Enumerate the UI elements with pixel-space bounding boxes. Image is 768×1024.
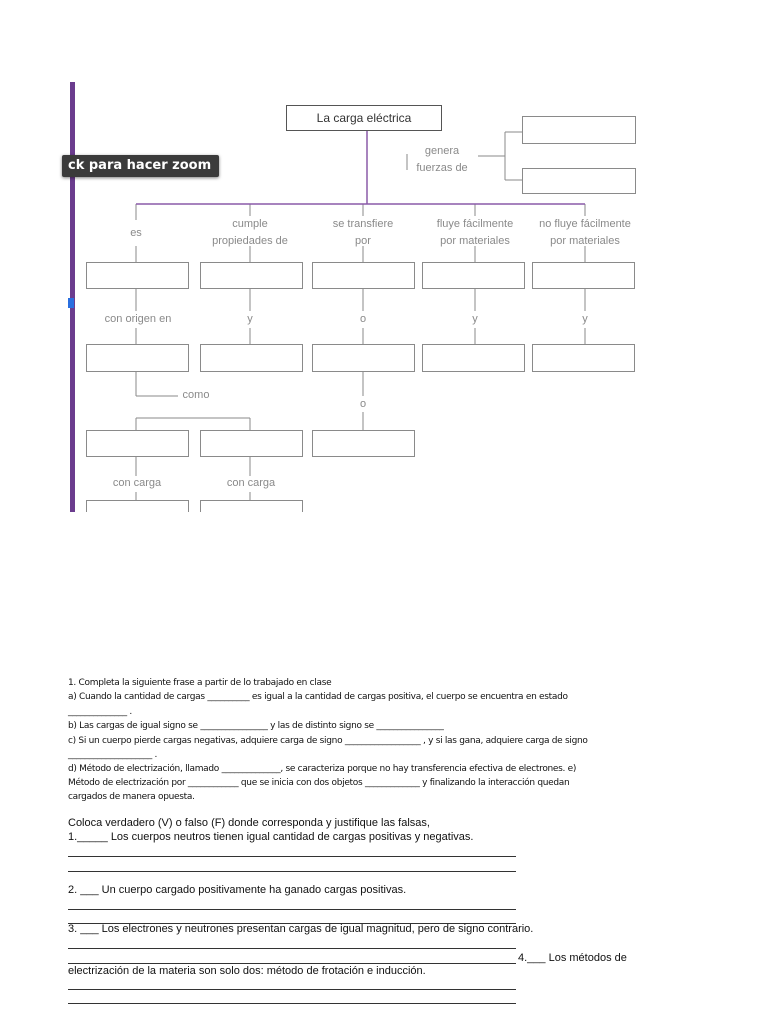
answer-box bbox=[312, 430, 415, 457]
question-4-rest: electrización de la materia son solo dos: método de frotación e inducción. bbox=[68, 965, 426, 977]
scroll-marker[interactable] bbox=[68, 298, 74, 308]
answer-box bbox=[522, 168, 636, 194]
label-genera: genera fuerzas de bbox=[416, 145, 468, 174]
answer-box bbox=[200, 262, 303, 289]
label-col-2: cumple propiedades de bbox=[212, 218, 288, 247]
answer-box bbox=[312, 262, 415, 289]
answer-box bbox=[422, 262, 525, 289]
section1-line-a1: a) Cuando la cantidad de cargas __________ es igual a la cantidad de cargas positiva, el cuerpo se encuentra en estado bbox=[68, 692, 568, 702]
section1-line-c2: ____________________ . bbox=[68, 750, 158, 760]
section2-intro: Coloca verdadero (V) o falso (F) donde corresponda y justifique las falsas, bbox=[68, 817, 430, 829]
answer-line bbox=[68, 948, 516, 949]
label-con-origen: con origen en bbox=[86, 311, 190, 328]
label-con-carga: con carga bbox=[226, 477, 276, 489]
answer-box bbox=[86, 262, 189, 289]
zoom-tooltip[interactable]: ck para hacer zoom bbox=[62, 155, 219, 177]
answer-line bbox=[68, 871, 516, 872]
section1-line-b: b) Las cargas de igual signo se ________________ y las de distinto signo se ________________ bbox=[68, 721, 444, 731]
question-2: 2. ___ Un cuerpo cargado positivamente ha ganado cargas positivas. bbox=[68, 884, 407, 896]
label-o: o bbox=[359, 398, 367, 410]
answer-box bbox=[312, 344, 415, 372]
label-como: como bbox=[182, 389, 210, 401]
viewer-left-border bbox=[70, 82, 75, 512]
answer-box bbox=[200, 500, 303, 512]
label-o: o bbox=[353, 311, 373, 328]
section1-heading: 1. Completa la siguiente frase a partir de lo trabajado en clase bbox=[68, 678, 332, 688]
label-y: y bbox=[240, 311, 260, 328]
label-col-5: no fluye fácilmente por materiales bbox=[539, 218, 631, 247]
label-col-4: fluye fácilmente por materiales bbox=[436, 218, 514, 247]
answer-box bbox=[200, 430, 303, 457]
answer-box bbox=[86, 500, 189, 512]
question-1: 1._____ Los cuerpos neutros tienen igual cantidad de cargas positivas y negativas. bbox=[68, 831, 474, 843]
label-con-carga: con carga bbox=[112, 477, 162, 489]
answer-box bbox=[200, 344, 303, 372]
answer-box bbox=[522, 116, 636, 144]
question-3: 3. ___ Los electrones y neutrones presentan cargas de igual magnitud, pero de signo contrario. bbox=[68, 923, 534, 935]
answer-box bbox=[532, 344, 635, 372]
label-col-1: es bbox=[130, 227, 142, 239]
answer-box bbox=[422, 344, 525, 372]
answer-line bbox=[68, 909, 516, 910]
section1-line-d1: d) Método de electrización, llamado ______________, se caracteriza porque no hay transferencia efectiva de electrones. e) bbox=[68, 764, 577, 774]
section1-line-a2: ______________ . bbox=[68, 707, 132, 717]
diagram-title-box: La carga eléctrica bbox=[286, 105, 442, 131]
label-col-3: se transfiere por bbox=[332, 218, 394, 247]
section1-line-d3: cargados de manera opuesta. bbox=[68, 792, 195, 802]
answer-box bbox=[86, 344, 189, 372]
section1-line-d2: Método de electrización por ____________ que se inicia con dos objetos _____________ y finalizando la interacción quedan bbox=[68, 778, 570, 788]
label-y: y bbox=[465, 311, 485, 328]
section1-line-c1: c) Si un cuerpo pierde cargas negativas, adquiere carga de signo __________________ , y si las gana, adquiere carga de signo bbox=[68, 736, 588, 746]
answer-line bbox=[68, 856, 516, 857]
question-4-start: 4.___ Los métodos de bbox=[518, 952, 627, 964]
answer-box bbox=[532, 262, 635, 289]
answer-line bbox=[68, 989, 516, 990]
concept-map-image[interactable] bbox=[70, 82, 672, 512]
label-y: y bbox=[575, 311, 595, 328]
answer-line bbox=[68, 1003, 516, 1004]
answer-box bbox=[86, 430, 189, 457]
